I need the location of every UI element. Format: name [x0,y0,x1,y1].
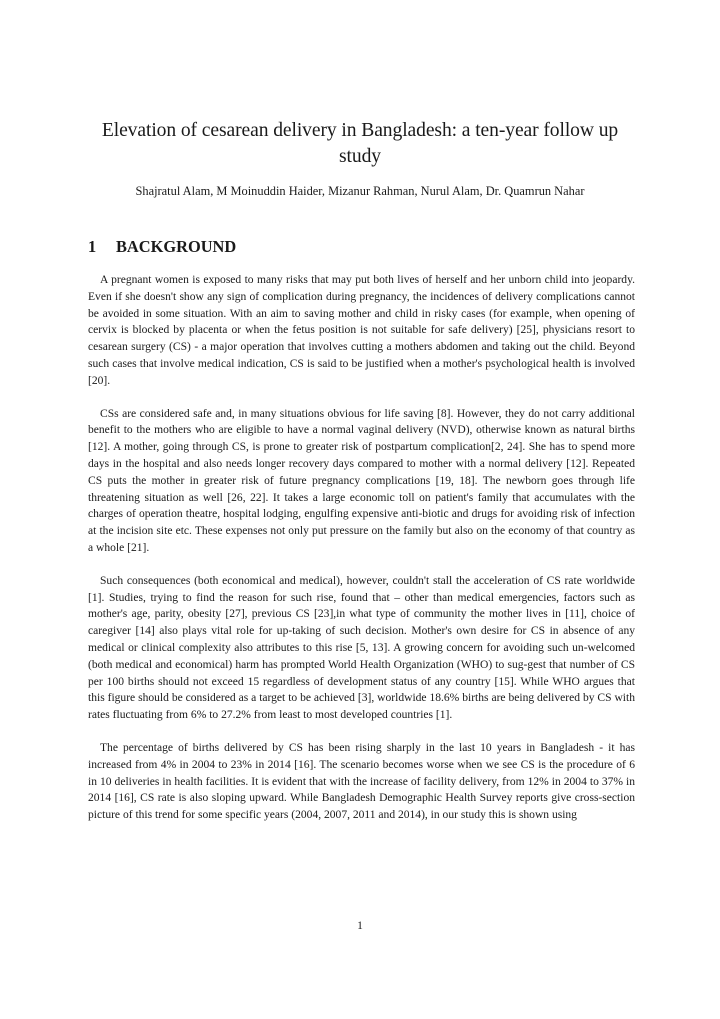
author-list: Shajratul Alam, M Moinuddin Haider, Mizanur Rahman, Nurul Alam, Dr. Quamrun Nahar [135,184,585,198]
paragraph: The percentage of births delivered by CS has been rising sharply in the last 10 years in Bangladesh - it has increased from 4% in 2004 to 23% in 2014 [16]. The scenario becomes worse when we see CS is the procedure of 6 in 10 deliveries in health facilities. It is evident that with the increase of facility delivery, from 12% in 2004 to 37% in 2014 [16], CS rate is also sloping upward. While Bangladesh Demographic Health Survey reports give cross-section picture of this trend for some specific years (2004, 2007, 2011 and 2014), in our study this is shown using [88,741,635,822]
section-heading [88,236,236,258]
section-number: 1 [88,237,97,256]
paragraph: Such consequences (both economical and medical), however, couldn't stall the acceleration of CS rate worldwide [1]. Studies, trying to find the reason for such rise, found that – other than medical emergencies, factors such as mother's age, parity, obesity [27], previous CS [23],in what type of community the mother lives in [11], choice of caregiver [14] also plays vital role for up-taking of such decision. Mother's own desire for CS in absence of any medical or clinical complexity also attributes to this rise [5, 13]. A growing concern for avoiding such un-welcomed (both medical and economical) harm has prompted World Health Organization (WHO) to sug-gest that number of CS per 100 births should not exceed 15 regardless of development status of any country [15]. While WHO argues that this figure should be considered as a target to be achieved [3], worldwide 18.6% births are being delivered by CS with rates fluctuating from 6% to 27.2% from least to most developed countries [1]. [88,574,635,722]
section-title: BACKGROUND [116,237,237,256]
paragraph: A pregnant women is exposed to many risks that may put both lives of herself and her unborn child into jeopardy. Even if she doesn't show any sign of complication during pregnancy, the incidences of delivery complications cannot be avoided in some situation. With an aim to saving mother and child in risky cases (for example, when opening of cervix is blocked by placenta or when the fetus position is not suitable for safe delivery) [25], physicians resort to cesarean surgery (CS) - a major operation that involves cutting a mothers abdomen and taking out the child. Beyond such cases that involve medical indication, CS is said to be justified when a mother's psychological health is involved [20]. [88,274,635,387]
paragraph: CSs are considered safe and, in many situations obvious for life saving [8]. However, they do not carry additional benefit to the mothers who are eligible to have a normal vaginal delivery (NVD), otherwise known as natural births [12]. A mother, going through CS, is prone to greater risk of postpartum complication[2, 24]. She has to spend more days in the hospital and also needs longer recovery days compared to mother with a normal delivery [12]. Repeated CS puts the mother in greater risk of future pregnancy complications [19, 18]. The newborn goes through life threatening situation as well [26, 22]. It takes a large economic toll on patient's family that accumulates with the charges of operation theatre, hospital lodging, engulfing expensive anti-biotic and drugs for avoiding risk of infection at the incision site etc. These expenses not only put pressure on the family but also on the economy of that country as a whole [21]. [88,407,635,554]
section-body [88,272,635,840]
page-number: 1 [357,920,363,932]
paper-title: Elevation of cesarean delivery in Bangladesh: a ten-year follow up study [101,120,619,167]
